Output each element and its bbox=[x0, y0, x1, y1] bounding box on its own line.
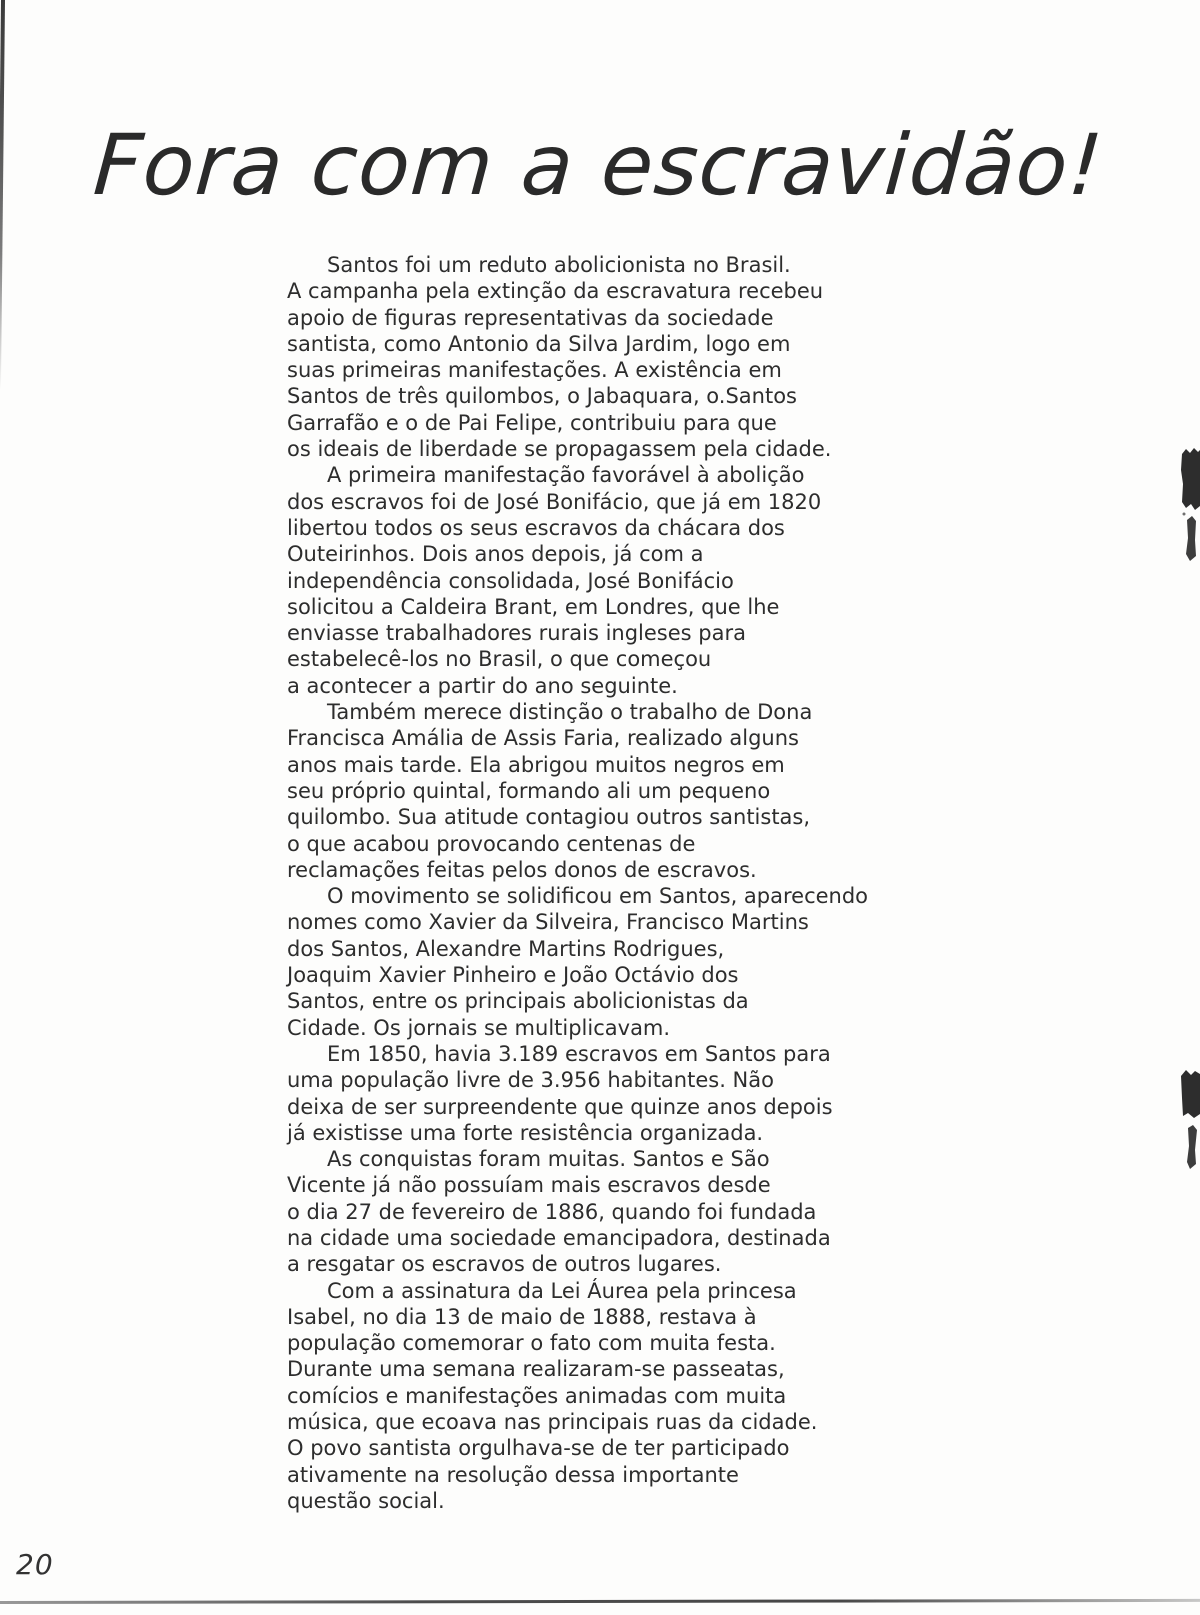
text-line: anos mais tarde. Ela abrigou muitos negros em bbox=[287, 752, 785, 777]
text-line: estabelecê-los no Brasil, o que começou bbox=[287, 647, 712, 672]
text-line: Garrafão e o de Pai Felipe, contribuiu para que bbox=[287, 410, 777, 435]
text-line: ativamente na resolução dessa importante bbox=[287, 1462, 739, 1487]
text-line: A campanha pela extinção da escravatura recebeu bbox=[287, 279, 824, 304]
text-line: nomes como Xavier da Silveira, Francisco Martins bbox=[287, 910, 809, 935]
page-number: 20 bbox=[16, 1548, 54, 1581]
text-line: comícios e manifestações animadas com muita bbox=[287, 1383, 787, 1408]
binding-ink-mark bbox=[1170, 1066, 1200, 1176]
text-line: A primeira manifestação favorável à abolição bbox=[327, 463, 805, 488]
text-line: dos escravos foi de José Bonifácio, que já em 1820 bbox=[287, 489, 822, 514]
text-line: apoio de figuras representativas da sociedade bbox=[287, 305, 774, 330]
text-line: já existisse uma forte resistência organizada. bbox=[287, 1120, 764, 1145]
text-line: uma população livre de 3.956 habitantes. Não bbox=[287, 1068, 774, 1093]
text-line: a resgatar os escravos de outros lugares. bbox=[287, 1252, 722, 1277]
text-line: Outeirinhos. Dois anos depois, já com a bbox=[287, 542, 704, 567]
text-line: Também merece distinção o trabalho de Dona bbox=[327, 700, 813, 725]
text-line: Cidade. Os jornais se multiplicavam. bbox=[287, 1015, 671, 1040]
text-line: O povo santista orgulhava-se de ter participado bbox=[287, 1436, 790, 1461]
text-line: o que acabou provocando centenas de bbox=[287, 831, 696, 856]
binding-ink-mark bbox=[1170, 446, 1200, 566]
paragraph bbox=[287, 883, 872, 1041]
text-line: Francisca Amália de Assis Faria, realizado alguns bbox=[287, 726, 799, 751]
paragraph bbox=[287, 1278, 872, 1515]
text-line: libertou todos os seus escravos da chácara dos bbox=[287, 515, 785, 540]
text-line: os ideais de liberdade se propagassem pela cidade. bbox=[287, 437, 832, 462]
scan-edge-artifact bbox=[0, 0, 5, 390]
text-line: As conquistas foram muitas. Santos e São bbox=[327, 1147, 770, 1172]
paragraph bbox=[287, 699, 872, 883]
text-line: questão social. bbox=[287, 1488, 445, 1513]
article-body bbox=[287, 252, 872, 1514]
text-line: quilombo. Sua atitude contagiou outros santistas, bbox=[287, 805, 811, 830]
text-line: seu próprio quintal, formando ali um pequeno bbox=[287, 778, 771, 803]
text-line: na cidade uma sociedade emancipadora, destinada bbox=[287, 1225, 831, 1250]
page-title: Fora com a escravidão! bbox=[90, 116, 1107, 214]
text-line: música, que ecoava nas principais ruas da cidade. bbox=[287, 1410, 818, 1435]
text-line: solicitou a Caldeira Brant, em Londres, que lhe bbox=[287, 594, 780, 619]
paragraph bbox=[287, 252, 872, 462]
paragraph bbox=[287, 1041, 872, 1146]
text-line: santista, como Antonio da Silva Jardim, logo em bbox=[287, 331, 791, 356]
paragraph bbox=[287, 462, 872, 699]
text-line: suas primeiras manifestações. A existência em bbox=[287, 358, 782, 383]
text-line: independência consolidada, José Bonifácio bbox=[287, 568, 734, 593]
page-bottom-edge-line bbox=[0, 1599, 1200, 1604]
text-line: Em 1850, havia 3.189 escravos em Santos para bbox=[327, 1041, 831, 1066]
text-line: Com a assinatura da Lei Áurea pela princesa bbox=[327, 1278, 797, 1303]
text-line: Santos, entre os principais abolicionistas da bbox=[287, 989, 749, 1014]
paragraph bbox=[287, 1146, 872, 1277]
text-line: Isabel, no dia 13 de maio de 1888, restava à bbox=[287, 1304, 757, 1329]
text-line: a acontecer a partir do ano seguinte. bbox=[287, 673, 678, 698]
text-line: Santos de três quilombos, o Jabaquara, o.Santos bbox=[287, 384, 797, 409]
text-line: Durante uma semana realizaram-se passeatas, bbox=[287, 1357, 785, 1382]
text-line: dos Santos, Alexandre Martins Rodrigues, bbox=[287, 936, 725, 961]
text-line: Santos foi um reduto abolicionista no Brasil. bbox=[327, 253, 791, 277]
text-line: deixa de ser surpreendente que quinze anos depois bbox=[287, 1094, 833, 1119]
text-line: Vicente já não possuíam mais escravos desde bbox=[287, 1173, 771, 1198]
text-line: Joaquim Xavier Pinheiro e João Octávio dos bbox=[287, 963, 739, 988]
text-line: enviasse trabalhadores rurais ingleses para bbox=[287, 621, 746, 646]
text-line: O movimento se solidificou em Santos, aparecendo bbox=[327, 884, 869, 909]
text-line: população comemorar o fato com muita festa. bbox=[287, 1331, 776, 1356]
text-line: reclamações feitas pelos donos de escravos. bbox=[287, 857, 757, 882]
text-line: o dia 27 de fevereiro de 1886, quando foi fundada bbox=[287, 1199, 817, 1224]
